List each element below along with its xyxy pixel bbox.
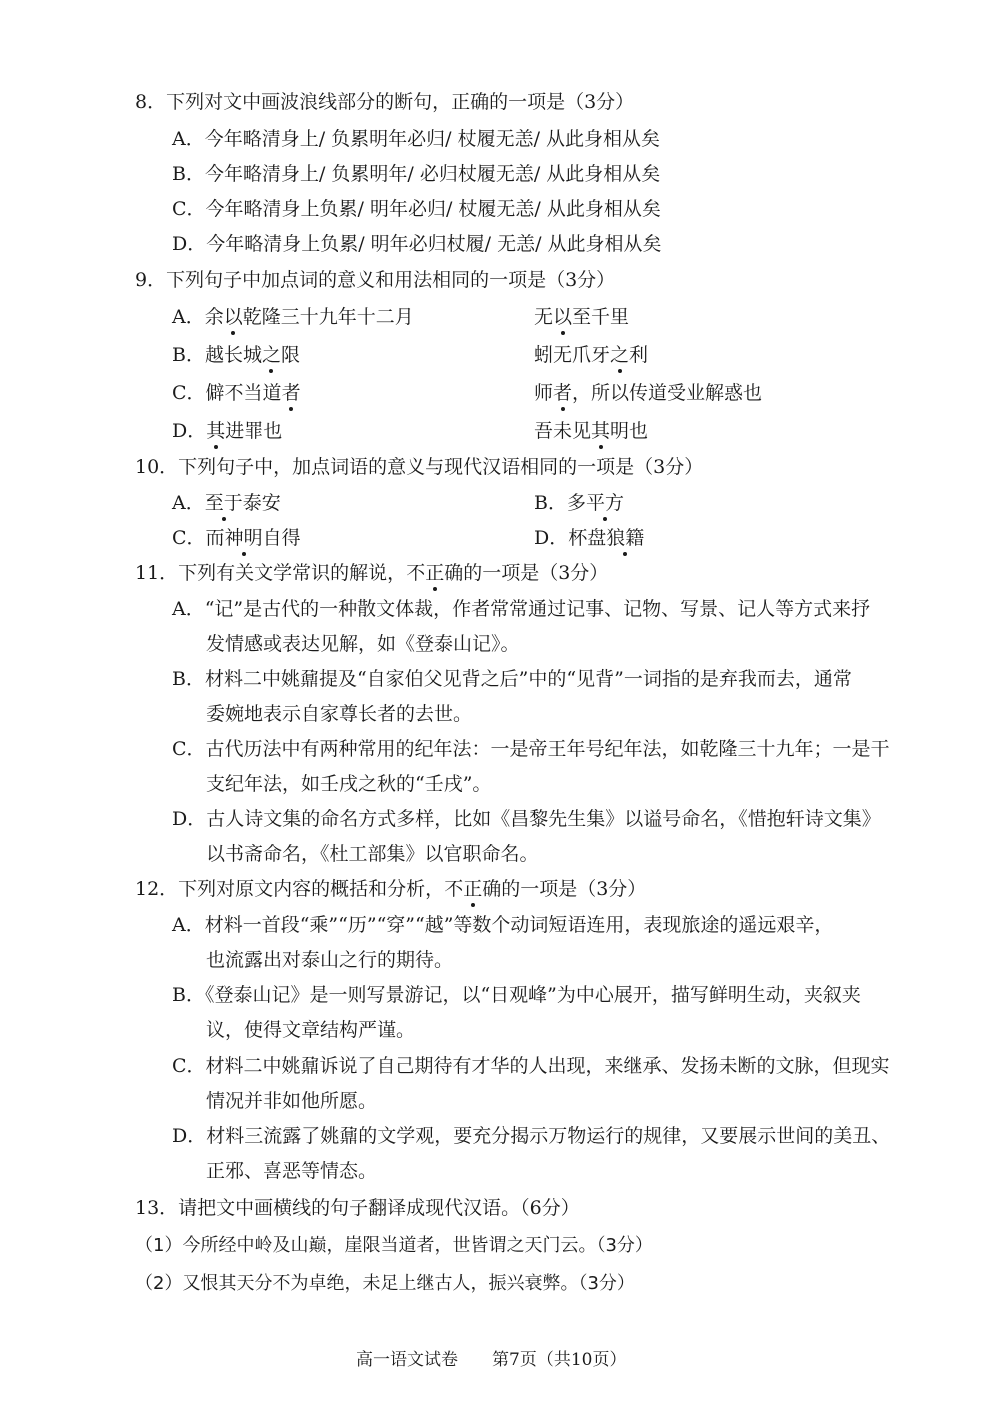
q12-option-c-line2: 情况并非如他所愿。 (206, 1090, 378, 1112)
q10-option-b: B．多平方 (534, 492, 624, 514)
q11-option-d-line2: 以书斋命名，《杜工部集》以官职命名。 (206, 843, 539, 865)
q9-a-left-dotted-word: 以 (223, 306, 243, 328)
q10-a-dotted-word: 至于 (204, 492, 243, 514)
q9-option-b-right: 蚓无爪牙之利 (534, 344, 649, 366)
q8-option-b: B．今年略清身上/ 负累明年/ 必归杖履无恙/ 从此身相从矣 (172, 163, 661, 185)
q9-d-right-dotted-word: 其 (591, 420, 611, 442)
q9-c-left-dotted-word: 者 (281, 382, 301, 404)
q9-option-b-left: B．越长城之限 (172, 344, 301, 366)
q10-d-dotted-word: 狼籍 (606, 527, 645, 549)
q9-stem: 9．下列句子中加点词的意义和用法相同的一项是（3分） (135, 269, 616, 291)
q9-option-d-right: 吾未见其明也 (534, 420, 649, 442)
q12-option-d-line1: D．材料三流露了姚鼐的文学观，要充分揭示万物运行的规律，又要展示世间的美丑、 (172, 1125, 891, 1147)
q10-stem: 10．下列句子中，加点词语的意义与现代汉语相同的一项是（3分） (135, 456, 704, 478)
q9-a-right-dotted-word: 以 (553, 306, 573, 328)
q9-b-left-dotted-word: 之 (261, 344, 281, 366)
q12-option-b-line2: 议，使得文章结构严谨。 (206, 1019, 416, 1041)
q10-c-dotted-word: 神明 (224, 527, 263, 549)
q8-stem: 8．下列对文中画波浪线部分的断句，正确的一项是（3分） (135, 91, 635, 113)
q8-option-a: A．今年略清身上/ 负累明年必归/ 杖履无恙/ 从此身相从矣 (172, 128, 661, 150)
q9-option-a-left: A．余以乾隆三十九年十二月 (172, 306, 414, 328)
q13-sentence-1: （1）今所经中岭及山巅，崖限当道者，世皆谓之天门云。（3分） (135, 1235, 653, 1256)
q8-option-c: C．今年略清身上负累/ 明年必归/ 杖履无恙/ 从此身相从矣 (172, 198, 661, 220)
q9-option-c-left: C．僻不当道者 (172, 382, 301, 404)
q11-option-c-line2: 支纪年法，如壬戌之秋的“壬戌”。 (206, 773, 492, 795)
q11-dotted-word: 不正确 (406, 562, 464, 584)
footer-page-number: 第7页（共10页） (492, 1350, 627, 1370)
q10-option-c: C．而神明自得 (172, 527, 301, 549)
q12-option-d-line2: 正邪、喜恶等情态。 (206, 1160, 378, 1182)
q11-option-b-line2: 委婉地表示自家尊长者的去世。 (206, 703, 473, 725)
q11-option-a-line2: 发情感或表达见解，如《登泰山记》。 (206, 633, 520, 655)
q10-option-a: A．至于泰安 (172, 492, 281, 514)
q13-sentence-2: （2）又恨其天分不为卓绝，未足上继古人，振兴衰弊。（3分） (135, 1273, 635, 1294)
q12-option-b-line1: B．《登泰山记》是一则写景游记，以“日观峰”为中心展开，描写鲜明生动，夹叙夹 (172, 984, 861, 1006)
q12-stem: 12．下列对原文内容的概括和分析，不正确的一项是（3分） (135, 878, 647, 900)
q13-stem: 13．请把文中画横线的句子翻译成现代汉语。（6分） (135, 1197, 580, 1219)
footer-title: 高一语文试卷 (356, 1350, 458, 1370)
q11-option-d-line1: D．古人诗文集的命名方式多样，比如《昌黎先生集》以谥号命名，《惜抱轩诗文集》 (172, 808, 881, 830)
q12-option-a-line2: 也流露出对泰山之行的期待。 (206, 949, 454, 971)
q11-option-a-line1: A．“记”是古代的一种散文体裁，作者常常通过记事、记物、写景、记人等方式来抒 (172, 598, 871, 620)
q9-option-c-right: 师者，所以传道受业解惑也 (534, 382, 763, 404)
q9-option-a-right: 无以至千里 (534, 306, 630, 328)
q11-option-b-line1: B．材料二中姚鼐提及“自家伯父见背之后”中的“见背”一词指的是弃我而去，通常 (172, 668, 852, 690)
q9-c-right-dotted-word: 者 (553, 382, 573, 404)
footer (356, 1348, 626, 1372)
q9-option-d-left: D．其进罪也 (172, 420, 283, 442)
q10-option-d: D．杯盘狼籍 (534, 527, 645, 549)
q10-b-dotted-word: 平方 (585, 492, 624, 514)
q11-option-c-line1: C．古代历法中有两种常用的纪年法：一是帝王年号纪年法，如乾隆三十九年；一是干 (172, 738, 890, 760)
q11-stem: 11．下列有关文学常识的解说，不正确的一项是（3分） (135, 562, 609, 584)
q9-b-right-dotted-word: 之 (610, 344, 630, 366)
q12-option-a-line1: A．材料一首段“乘”“历”“穿”“越”等数个动词短语连用，表现旅途的遥远艰辛， (172, 914, 834, 936)
q9-d-left-dotted-word: 其 (206, 420, 226, 442)
q12-dotted-word: 不正确 (444, 878, 502, 900)
q8-option-d: D．今年略清身上负累/ 明年必归杖履/ 无恙/ 从此身相从矣 (172, 233, 662, 255)
q12-option-c-line1: C．材料二中姚鼐诉说了自己期待有才华的人出现，来继承、发扬未断的文脉，但现实 (172, 1055, 890, 1077)
